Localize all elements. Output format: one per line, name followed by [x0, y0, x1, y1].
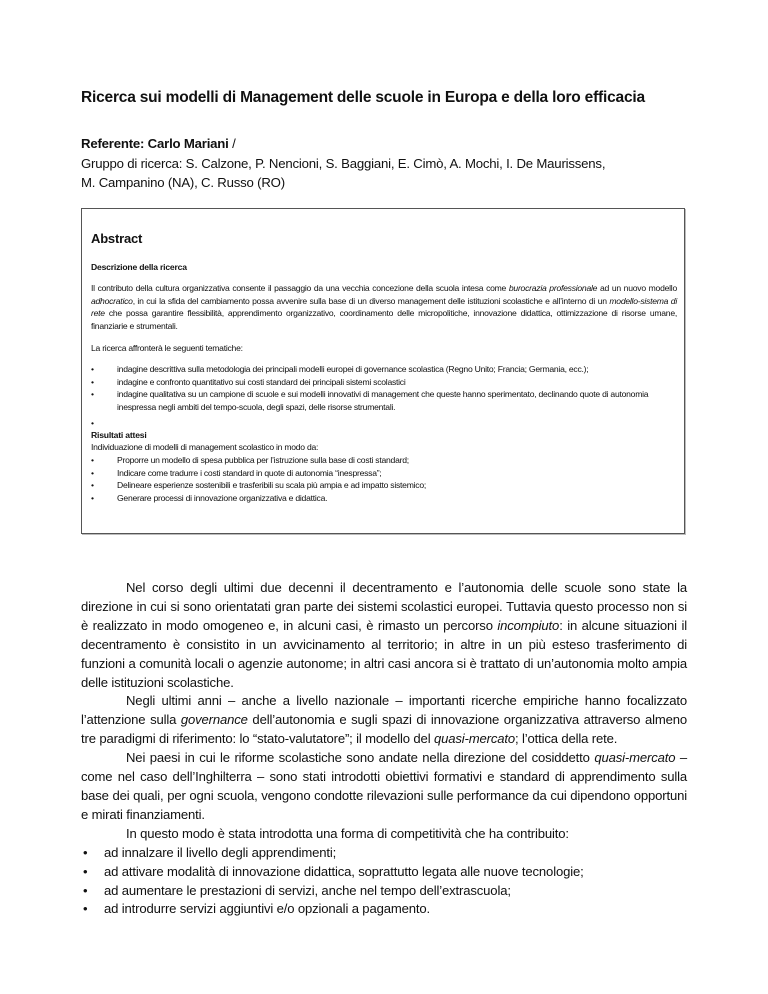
- abstract-content: [91, 231, 677, 504]
- list-item: [91, 388, 677, 413]
- bullet-icon: •: [91, 418, 95, 429]
- paragraph-emphasis: governance: [180, 712, 248, 728]
- bullet-icon: •: [83, 863, 88, 879]
- description-emphasis: adhocratico: [91, 295, 133, 306]
- description-text: Il contributo della cultura organizzativa consente il passaggio da una vecchia concezione della scuola intesa come: [91, 283, 509, 293]
- body-text: [81, 579, 687, 919]
- paragraph: In questo modo è stata introdotta una forma di competitività che ha contribuito:: [126, 825, 569, 841]
- list-item-text: Generare processi di innovazione organizzativa e didattica.: [117, 492, 328, 503]
- topics-intro: La ricerca affronterà le seguenti tematiche:: [91, 343, 243, 354]
- description-text: che possa garantire flessibilità, apprendimento organizzativo, coordinamento delle micropolitiche, innovazione didattica, ottimizzazione di risorse umane, finanziarie e strumentali.: [91, 308, 677, 331]
- list-item-text: Proporre un modello di spesa pubblica per l’istruzione sulla base di costi standard;: [117, 454, 409, 465]
- bullet-icon: •: [91, 480, 94, 491]
- description-heading: Descrizione della ricerca: [91, 262, 187, 272]
- paragraph-emphasis: quasi-mercato: [594, 750, 676, 766]
- document-title: Ricerca sui modelli di Management delle scuole in Europa e della loro efficacia: [81, 89, 645, 106]
- list-item: [81, 900, 687, 919]
- bullet-icon: •: [83, 882, 88, 898]
- description-paragraph: [91, 282, 677, 332]
- list-item: [81, 844, 687, 863]
- paragraph-text: : in alcune situazioni il decentramento è consistito in un avvicinamento al territorio; in altre in un più esteso trasferimento di funzioni a comunità locali o agenzie autonome; in altri casi ancora si è trattato di un’autonomia molto ampia delle istituzioni scolastiche.: [81, 617, 687, 690]
- list-item: [91, 376, 677, 389]
- paragraph-emphasis: quasi-mercato: [433, 731, 515, 747]
- topics-list: [91, 363, 677, 413]
- abstract-box: [81, 208, 685, 534]
- list-item: [91, 492, 677, 505]
- paragraph: [81, 749, 687, 825]
- paragraph-emphasis: incompiuto: [497, 617, 560, 633]
- list-item-text: Indicare come tradurre i costi standard in quote di autonomia “inespressa”;: [117, 467, 382, 478]
- paragraph-text: – come nel caso dell’Inghilterra – sono stati introdotti obiettivi formativi e standard di apprendimento sulla base dei quali, per ogni scuola, vengono condotte rilevazioni sulle performance da cui dipendono opportuni e mirati finanziamenti.: [81, 750, 688, 822]
- bullet-icon: •: [91, 454, 94, 465]
- paragraph-text: ; l’ottica della rete.: [514, 731, 618, 747]
- referent: Referente: Carlo Mariani: [81, 136, 229, 151]
- list-item-text: Delineare esperienze sostenibili e trasferibili su scala più ampia e ad impatto sistemico;: [117, 480, 426, 491]
- list-item: [91, 454, 677, 467]
- list-item-text: ad introdurre servizi aggiuntivi e/o opzionali a pagamento.: [104, 901, 430, 917]
- abstract-heading: Abstract: [91, 231, 143, 246]
- paragraph-text: Negli ultimi anni – anche a livello nazionale – importanti ricerche empiriche hanno focalizzato l’attenzione sulla: [81, 693, 687, 728]
- bullet-icon: •: [91, 389, 94, 400]
- description-text: , in cui la sfida del cambiamento possa avvenire sulla base di un diverso management delle istituzioni scolastiche e all’interno di un: [132, 295, 610, 306]
- paragraph-text: dell’autonomia e sugli spazi di innovazione organizzativa attraverso almeno tre paradigmi di riferimento: lo “stato-valutatore”; il modello del: [81, 712, 687, 747]
- list-item: [91, 467, 677, 480]
- research-team: [81, 134, 701, 193]
- referent-separator: /: [228, 136, 236, 151]
- list-item-text: ad innalzare il livello degli apprendimenti;: [104, 844, 337, 860]
- paragraph-text: Nei paesi in cui le riforme scolastiche sono andate nella direzione del cosiddetto: [126, 750, 595, 766]
- referent-line: [81, 134, 701, 154]
- description-emphasis: modello-sistema di rete: [91, 295, 677, 319]
- results-list: [91, 454, 677, 504]
- description-text: ad un nuovo modello: [597, 283, 677, 293]
- bullet-icon: •: [91, 492, 94, 503]
- contributions-list: [81, 844, 687, 920]
- paragraph: [81, 579, 687, 692]
- bullet-icon: •: [83, 844, 88, 860]
- list-item: [81, 863, 687, 882]
- list-item: [91, 363, 677, 376]
- bullet-icon: •: [91, 376, 94, 387]
- list-item-text: ad aumentare le prestazioni di servizi, anche nel tempo dell’extrascuola;: [104, 882, 511, 898]
- description-emphasis: burocrazia professionale: [508, 283, 598, 293]
- bullet-icon: •: [91, 363, 94, 374]
- research-group-line-1: Gruppo di ricerca: S. Calzone, P. Nencioni, S. Baggiani, E. Cimò, A. Mochi, I. De Maurissens,: [81, 155, 606, 171]
- list-item: [91, 479, 677, 492]
- paragraph: [81, 692, 687, 749]
- bullet-icon: •: [83, 901, 88, 917]
- research-group-line-2: M. Campanino (NA), C. Russo (RO): [81, 175, 285, 190]
- list-item-text: indagine qualitativa su un campione di scuole e sui modelli innovativi di management che queste hanno sperimentato, declinando quote di autonomia inespressa negli ambiti del tempo-scuola, degli spazi, delle risorse strumentali.: [117, 389, 649, 412]
- list-item-text: indagine e confronto quantitativo sui costi standard dei principali sistemi scolastici: [117, 376, 406, 387]
- list-item-text: indagine descrittiva sulla metodologia dei principali modelli europei di governance scolastica (Regno Unito; Francia; Germania, ecc.);: [117, 363, 589, 374]
- results-intro: Individuazione di modelli di management scolastico in modo da:: [91, 442, 319, 453]
- list-item: [81, 882, 687, 901]
- results-heading: Risultati attesi: [91, 430, 147, 441]
- empty-list-item: [91, 417, 677, 429]
- paragraph-text: Nel corso degli ultimi due decenni il decentramento e l’autonomia delle scuole sono state la direzione in cui si sono orientatati gran parte dei sistemi scolastici europei. Tuttavia questo processo non si è realizzato in modo omogeneo e, in alcuni casi, è rimasto un percorso: [81, 580, 687, 633]
- bullet-icon: •: [91, 467, 94, 478]
- list-item-text: ad attivare modalità di innovazione didattica, soprattutto legata alle nuove tecnologie;: [104, 863, 584, 879]
